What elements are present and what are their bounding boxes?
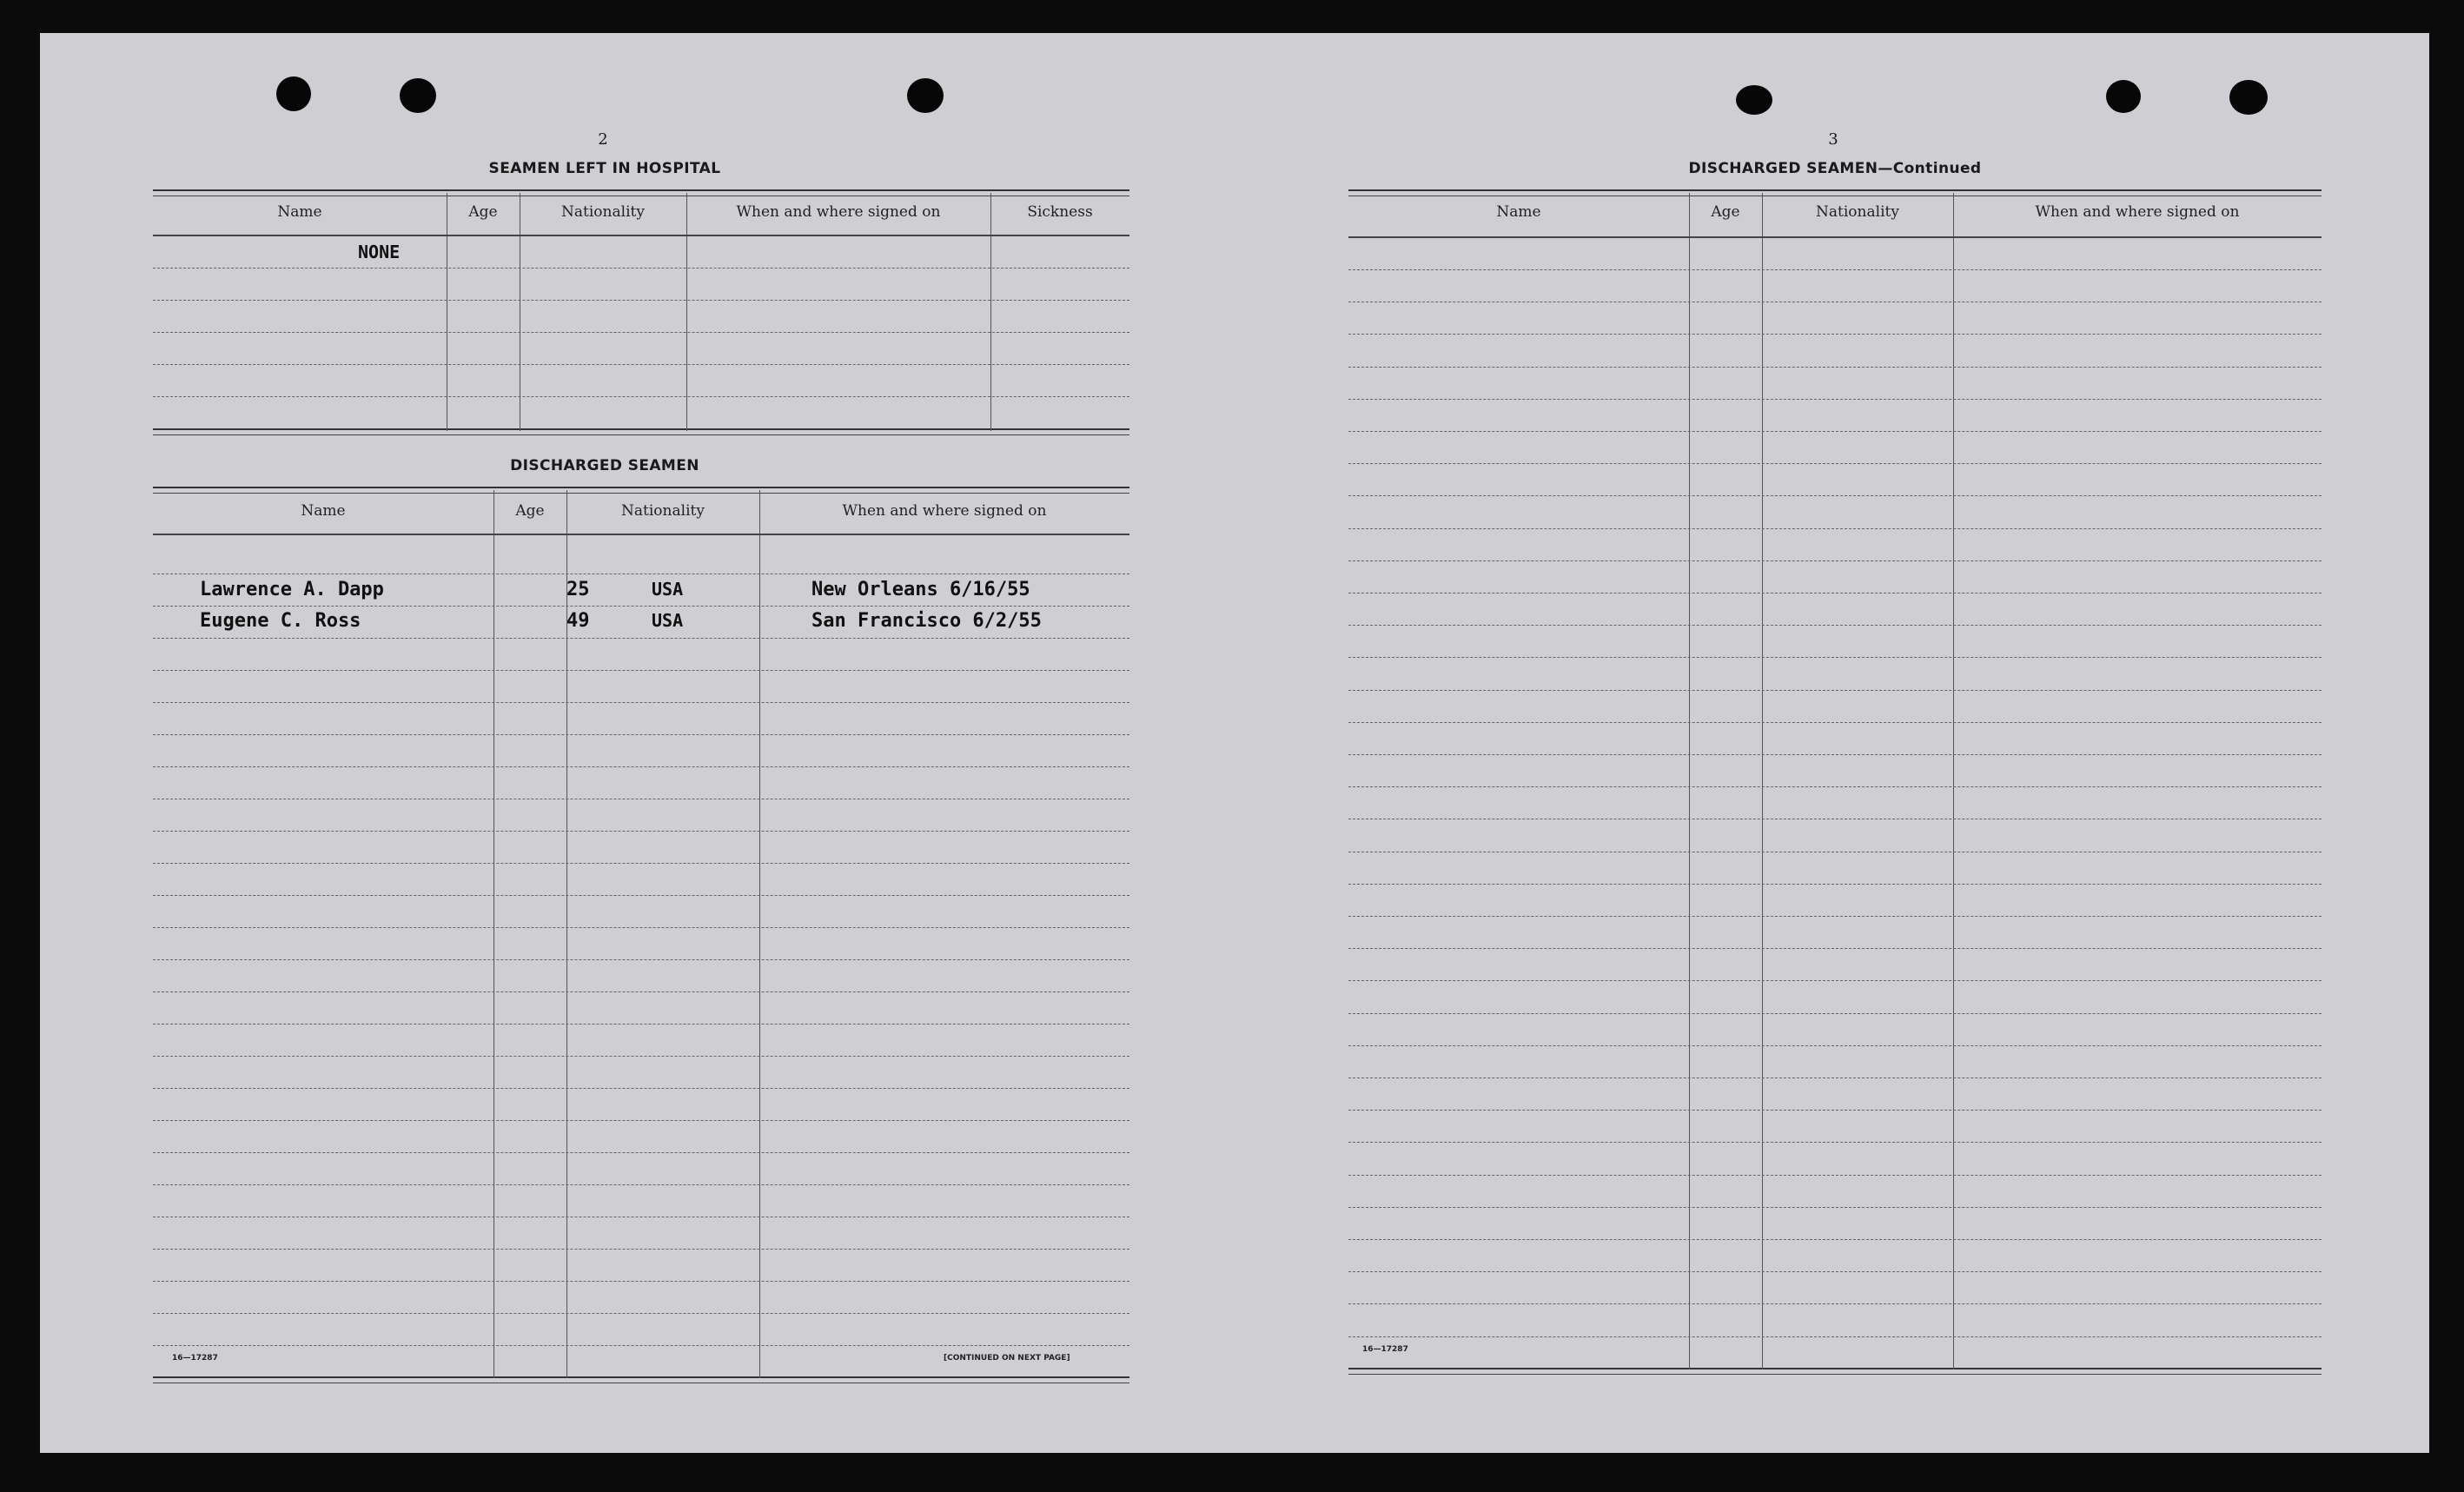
discharged-continued-title: DISCHARGED SEAMEN—Continued (1688, 160, 1982, 177)
ruling-line (153, 1281, 1129, 1282)
discharged-header-nationality: Nationality (621, 502, 705, 520)
ruling-line (1348, 1271, 2322, 1272)
table-row-age: 49 (566, 610, 590, 632)
ruling-line (1348, 1045, 2322, 1046)
right-header-nationality: Nationality (1816, 203, 1899, 221)
continued-note: [CONTINUED ON NEXT PAGE] (944, 1354, 1070, 1363)
ruling-line (1348, 528, 2322, 529)
table-row-name: Eugene C. Ross (200, 610, 361, 632)
ruling-line (1348, 399, 2322, 400)
ruling-line (153, 766, 1129, 767)
ruling-line (153, 606, 1129, 607)
table-row-signed-on: New Orleans 6/16/55 (811, 579, 1030, 600)
punch-hole (907, 78, 944, 113)
ruling-line (153, 863, 1129, 864)
right-header-signed-on: When and where signed on (2035, 203, 2240, 221)
hospital-entry-none: NONE (358, 242, 401, 262)
ruling-line (1348, 1336, 2322, 1337)
ruling-line (153, 1249, 1129, 1250)
ruling-line (153, 1088, 1129, 1089)
hospital-header-nationality: Nationality (561, 203, 645, 221)
ruling-line (153, 991, 1129, 992)
ruling-line (1348, 431, 2322, 432)
right-header-age: Age (1711, 203, 1740, 221)
punch-hole (400, 78, 436, 113)
ruling-line (1348, 560, 2322, 561)
ruling-line (1348, 754, 2322, 755)
ruling-line (153, 1184, 1129, 1185)
ruling-line (153, 670, 1129, 671)
ruling-line (153, 1313, 1129, 1314)
ruling-line (1348, 367, 2322, 368)
ruling-line (153, 831, 1129, 832)
ruling-line (1348, 980, 2322, 981)
punch-hole (1736, 85, 1772, 115)
punch-hole (2229, 80, 2268, 115)
ruling-line (153, 702, 1129, 703)
discharged-header-signed-on: When and where signed on (842, 502, 1047, 520)
hospital-section-title: SEAMEN LEFT IN HOSPITAL (488, 160, 721, 177)
ruling-line (153, 1345, 1129, 1346)
ruling-line (153, 1056, 1129, 1057)
discharged-header-name: Name (301, 502, 346, 520)
ruling-line (153, 895, 1129, 896)
ruling-line (1348, 722, 2322, 723)
ruling-line (1348, 1303, 2322, 1304)
hospital-header-age: Age (468, 203, 498, 221)
ruling-line (1348, 786, 2322, 787)
ruling-line (153, 1120, 1129, 1121)
ruling-line (1348, 1013, 2322, 1014)
hospital-header-name: Name (277, 203, 322, 221)
ruling-line (1348, 334, 2322, 335)
hospital-header-signed-on: When and where signed on (736, 203, 941, 221)
ruling-line (1348, 884, 2322, 885)
ruling-line (1348, 1142, 2322, 1143)
hospital-table (153, 189, 1129, 436)
table-row-age: 25 (566, 579, 590, 600)
ruling-line (1348, 1110, 2322, 1111)
discharged-section-title: DISCHARGED SEAMEN (510, 457, 699, 474)
table-row-name: Lawrence A. Dapp (200, 579, 384, 600)
form-number-left: 16—17287 (172, 1354, 218, 1363)
ruling-line (1348, 916, 2322, 917)
ruling-line (153, 1152, 1129, 1153)
right-header-name: Name (1496, 203, 1541, 221)
ruling-line (153, 959, 1129, 960)
page-number-left: 2 (598, 130, 608, 149)
document-sheet (40, 33, 2429, 1453)
table-row-nationality: USA (652, 579, 684, 600)
ruling-line (1348, 463, 2322, 464)
ruling-line (1348, 690, 2322, 691)
ruling-line (153, 638, 1129, 639)
discharged-table-right (1348, 189, 2322, 1375)
ruling-line (1348, 1207, 2322, 1208)
punch-hole (276, 76, 311, 111)
ruling-line (153, 927, 1129, 928)
ruling-line (153, 1024, 1129, 1025)
ruling-line (1348, 657, 2322, 658)
discharged-table-left (153, 487, 1129, 1383)
table-row-nationality: USA (652, 610, 684, 631)
page-number-right: 3 (1828, 130, 1838, 149)
ruling-line (1348, 948, 2322, 949)
ruling-line (1348, 269, 2322, 270)
ruling-line (1348, 1175, 2322, 1176)
ruling-line (1348, 625, 2322, 626)
punch-hole (2106, 80, 2141, 113)
discharged-header-age: Age (515, 502, 545, 520)
ruling-line (153, 734, 1129, 735)
ruling-line (1348, 495, 2322, 496)
form-number-right: 16—17287 (1362, 1345, 1408, 1354)
hospital-header-sickness: Sickness (1027, 203, 1093, 221)
ruling-line (1348, 1239, 2322, 1240)
table-row-signed-on: San Francisco 6/2/55 (811, 610, 1042, 632)
